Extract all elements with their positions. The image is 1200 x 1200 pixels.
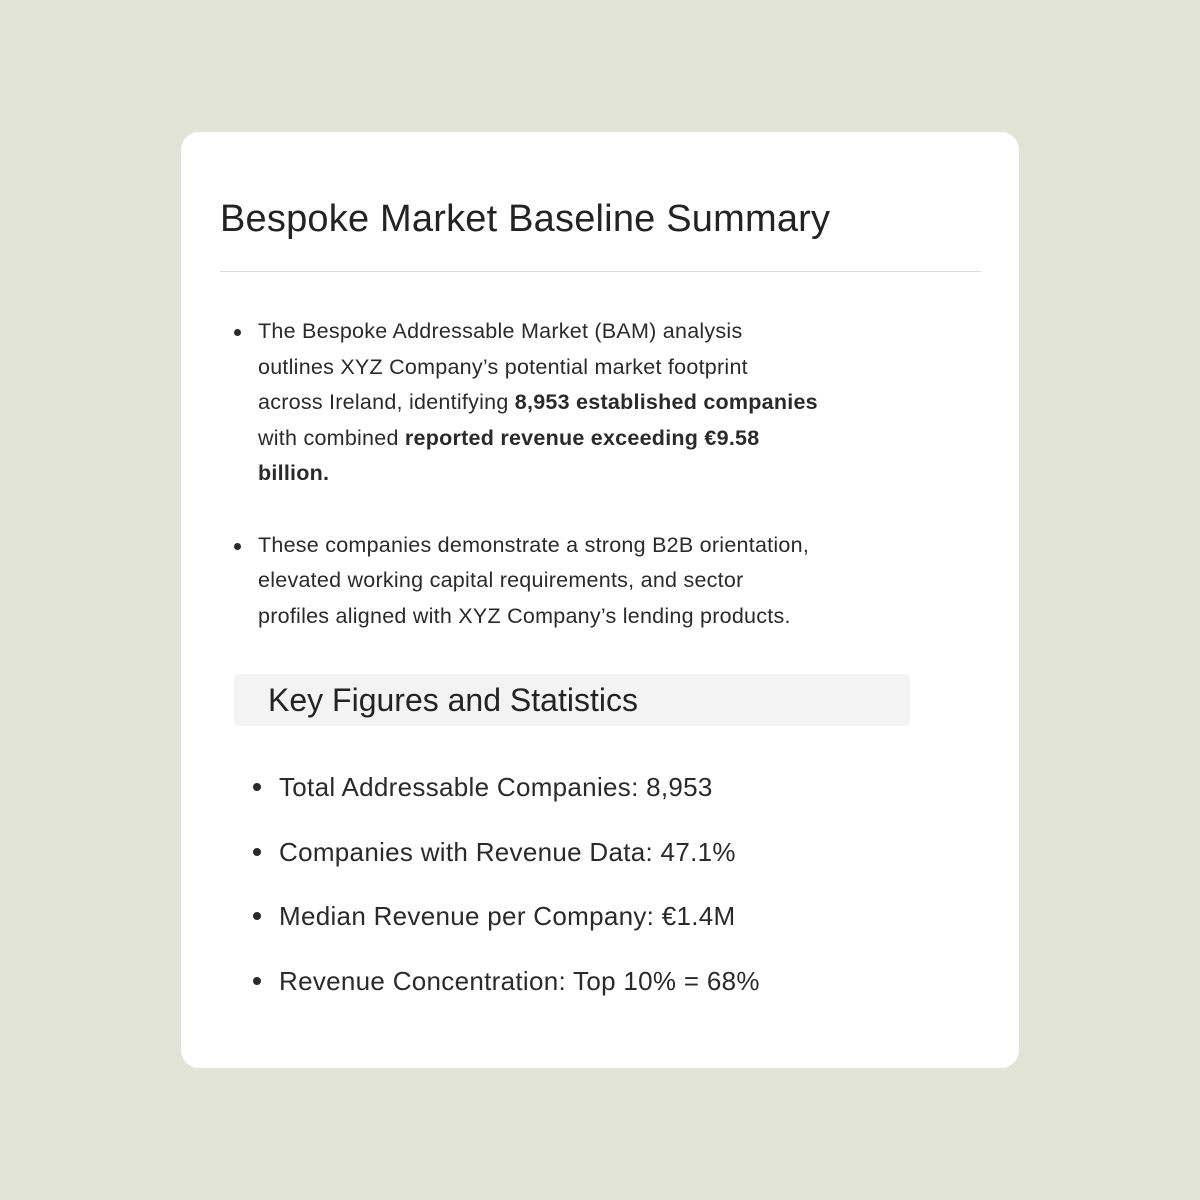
bullet-dot-icon bbox=[253, 977, 261, 985]
stat-text: Median Revenue per Company: €1.4M bbox=[279, 901, 736, 931]
bullet-dot-icon bbox=[234, 329, 241, 336]
summary-text: The Bespoke Addressable Market (BAM) analysis outlines XYZ Company’s potential market footprint across Ireland, identifying bbox=[258, 319, 748, 414]
stat-revenue-concentration bbox=[181, 962, 760, 1027]
bullet-dot-icon bbox=[253, 912, 261, 920]
summary-bullet-b2b bbox=[181, 528, 818, 635]
summary-highlight-companies: 8,953 established companies bbox=[514, 390, 818, 414]
page-title: Bespoke Market Baseline Summary bbox=[220, 198, 831, 240]
key-figures-list bbox=[181, 768, 760, 1026]
title-divider bbox=[220, 271, 981, 272]
stat-text: Companies with Revenue Data: 47.1% bbox=[279, 836, 736, 867]
bullet-dot-icon bbox=[253, 848, 261, 856]
summary-text: These companies demonstrate a strong B2B orientation, elevated working capital requirements, and sector profiles aligned with XYZ Company’s lending products. bbox=[258, 532, 810, 628]
stat-median-revenue bbox=[181, 897, 760, 962]
bullet-dot-icon bbox=[253, 783, 261, 791]
key-figures-header bbox=[234, 674, 910, 726]
bullet-dot-icon bbox=[234, 543, 241, 550]
stat-revenue-data bbox=[181, 833, 760, 898]
stat-text: Total Addressable Companies: 8,953 bbox=[279, 772, 713, 802]
key-figures-heading: Key Figures and Statistics bbox=[268, 682, 638, 718]
summary-list bbox=[181, 314, 818, 670]
stat-total-companies bbox=[181, 768, 760, 833]
stat-text: Revenue Concentration: Top 10% = 68% bbox=[279, 965, 760, 996]
summary-text: with combined bbox=[258, 425, 405, 450]
summary-bullet-bam bbox=[181, 314, 818, 492]
summary-card bbox=[181, 132, 1019, 1068]
summary-highlight-revenue: reported revenue exceeding €9.58 billion. bbox=[258, 425, 760, 485]
